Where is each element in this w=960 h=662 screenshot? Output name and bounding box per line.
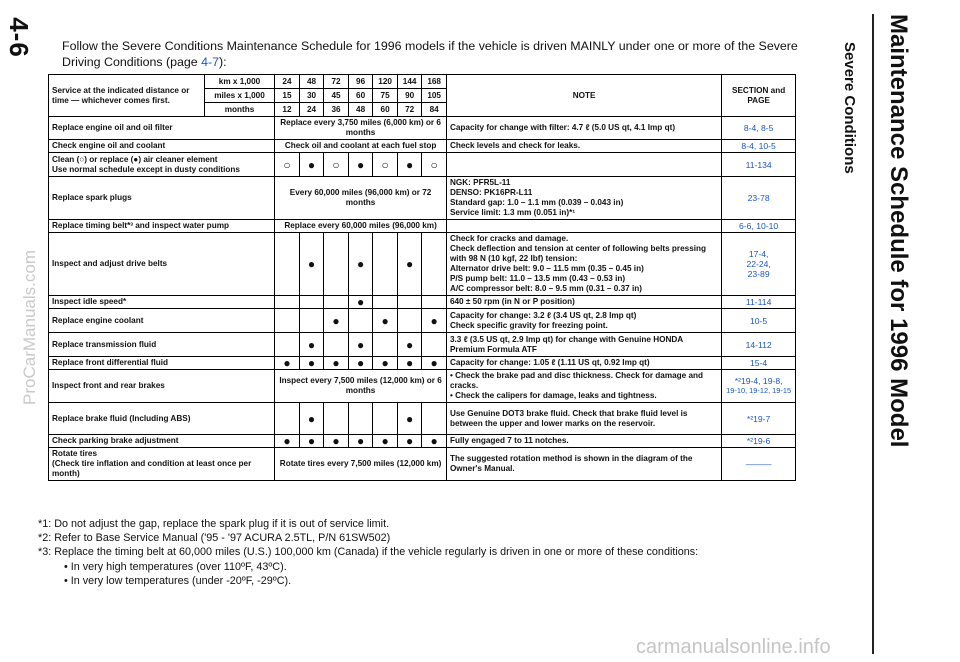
service-item: Check parking brake adjustment bbox=[49, 435, 275, 448]
section-page[interactable] bbox=[722, 233, 796, 296]
service-header: Service at the indicated distance or time — whichever comes first. bbox=[49, 75, 205, 117]
service-item: Inspect idle speed* bbox=[49, 296, 275, 309]
interval-mark: ● bbox=[422, 309, 447, 333]
km-cell: 96 bbox=[348, 75, 373, 89]
interval-mark bbox=[422, 333, 447, 357]
note-header: NOTE bbox=[446, 75, 721, 117]
note-cell: 3.3 ℓ (3.5 US qt, 2.9 Imp qt) for change with Genuine HONDA Premium Formula ATF bbox=[446, 333, 721, 357]
section-page-ref[interactable]: 15-4 bbox=[750, 358, 768, 368]
section-page-ref[interactable]: 8-4, 8-5 bbox=[743, 123, 774, 133]
months-cell: 60 bbox=[373, 103, 398, 117]
km-cell: 72 bbox=[324, 75, 349, 89]
schedule-row bbox=[49, 448, 796, 481]
schedule-row bbox=[49, 153, 796, 177]
interval-mark bbox=[275, 233, 300, 296]
interval-mark: ○ bbox=[422, 153, 447, 177]
note-cell: • Check the brake pad and disc thickness. Check for damage and cracks. • Check the calipers for damage, leaks and tightness. bbox=[446, 370, 721, 403]
months-cell: 84 bbox=[422, 103, 447, 117]
interval-mark: ○ bbox=[324, 153, 349, 177]
interval-mark bbox=[324, 403, 349, 435]
km-cell: 48 bbox=[299, 75, 324, 89]
section-page[interactable] bbox=[722, 435, 796, 448]
section-page-ref[interactable]: ——— bbox=[745, 459, 772, 469]
service-item: Inspect and adjust drive belts bbox=[49, 233, 275, 296]
months-label: months bbox=[204, 103, 274, 117]
service-item: Replace front differential fluid bbox=[49, 357, 275, 370]
miles-cell: 90 bbox=[397, 89, 422, 103]
service-item: Replace spark plugs bbox=[49, 177, 275, 220]
km-cell: 168 bbox=[422, 75, 447, 89]
section-page-ref[interactable]: 23-78 bbox=[747, 193, 770, 203]
schedule-row bbox=[49, 309, 796, 333]
miles-label: miles x 1,000 bbox=[204, 89, 274, 103]
interval-mark: ● bbox=[373, 357, 398, 370]
interval-mark: ● bbox=[275, 435, 300, 448]
footnote: *3: Replace the timing belt at 60,000 miles (U.S.) 100,000 km (Canada) if the vehicle regularly is driven in one or more of these conditions: bbox=[38, 546, 699, 559]
interval-mark: ● bbox=[348, 296, 373, 309]
interval-mark: ● bbox=[373, 435, 398, 448]
service-item: Replace transmission fluid bbox=[49, 333, 275, 357]
section-page-ref[interactable]: 14-112 bbox=[745, 339, 772, 350]
interval-mark bbox=[275, 403, 300, 435]
interval-mark bbox=[422, 233, 447, 296]
note-cell: Capacity for change: 3.2 ℓ (3.4 US qt, 2.8 Imp qt) Check specific gravity for freezing point. bbox=[446, 309, 721, 333]
interval-mark bbox=[324, 296, 349, 309]
schedule-row bbox=[49, 435, 796, 448]
footnote-bullet: • In very low temperatures (under -20ºF, -29ºC). bbox=[64, 574, 292, 587]
interval-mark: ● bbox=[299, 435, 324, 448]
section-page[interactable] bbox=[722, 177, 796, 220]
interval-mark: ● bbox=[324, 309, 349, 333]
km-label: km x 1,000 bbox=[204, 75, 274, 89]
page-link[interactable]: 4-7 bbox=[201, 55, 220, 69]
interval-mark: ● bbox=[422, 357, 447, 370]
miles-cell: 45 bbox=[324, 89, 349, 103]
miles-cell: 105 bbox=[422, 89, 447, 103]
service-item: Check engine oil and coolant bbox=[49, 140, 275, 153]
interval-mark bbox=[397, 309, 422, 333]
section-page-ref[interactable]: 11-134 bbox=[745, 159, 772, 170]
section-page-ref[interactable]: 11-114 bbox=[745, 297, 772, 307]
interval-mark: ● bbox=[397, 333, 422, 357]
service-item: Inspect front and rear brakes bbox=[49, 370, 275, 403]
months-cell: 24 bbox=[299, 103, 324, 117]
note-cell bbox=[446, 153, 721, 177]
interval-text: Inspect every 7,500 miles (12,000 km) or 6 months bbox=[275, 370, 447, 403]
interval-mark bbox=[275, 309, 300, 333]
interval-mark: ● bbox=[397, 403, 422, 435]
footnote: *2: Refer to Base Service Manual ('95 - '97 ACURA 2.5TL, P/N 61SW502) bbox=[38, 532, 391, 545]
section-page-ref[interactable]: 19-10, 19-12, 19-15 bbox=[726, 386, 792, 395]
schedule-row bbox=[49, 140, 796, 153]
interval-mark: ● bbox=[397, 153, 422, 177]
interval-mark bbox=[373, 296, 398, 309]
section-page[interactable] bbox=[722, 370, 796, 403]
section-page-ref[interactable]: 6-6, 10-10 bbox=[739, 221, 779, 231]
section-page-ref[interactable]: 17-4, bbox=[748, 249, 769, 259]
miles-cell: 15 bbox=[275, 89, 300, 103]
section-page[interactable] bbox=[722, 140, 796, 153]
footnote: *1: Do not adjust the gap, replace the spark plug if it is out of service limit. bbox=[38, 518, 390, 530]
months-cell: 48 bbox=[348, 103, 373, 117]
interval-mark bbox=[275, 333, 300, 357]
interval-mark: ● bbox=[324, 357, 349, 370]
interval-mark bbox=[422, 403, 447, 435]
side-title-sub: Severe Conditions bbox=[841, 42, 858, 174]
miles-cell: 75 bbox=[373, 89, 398, 103]
schedule-row bbox=[49, 333, 796, 357]
note-cell: Check levels and check for leaks. bbox=[446, 140, 721, 153]
interval-mark bbox=[299, 296, 324, 309]
note-cell: Capacity for change: 1.05 ℓ (1.11 US qt, 0.92 Imp qt) bbox=[446, 357, 721, 370]
interval-mark bbox=[397, 296, 422, 309]
service-item: Clean (○) or replace (●) air cleaner element Use normal schedule except in dusty conditions bbox=[49, 153, 275, 177]
interval-mark: ● bbox=[348, 333, 373, 357]
interval-mark: ● bbox=[397, 435, 422, 448]
km-cell: 144 bbox=[397, 75, 422, 89]
section-page-ref[interactable]: *²19-6 bbox=[746, 436, 771, 446]
interval-text: Rotate tires every 7,500 miles (12,000 km) bbox=[275, 448, 447, 481]
note-cell: Use Genuine DOT3 brake fluid. Check that brake fluid level is between the upper and lower marks on the reservoir. bbox=[446, 403, 721, 435]
km-cell: 120 bbox=[373, 75, 398, 89]
footer-watermark: carmanualsonline.info bbox=[636, 636, 831, 658]
interval-mark bbox=[348, 403, 373, 435]
section-page-ref[interactable]: 22-24, bbox=[746, 259, 771, 269]
schedule-row bbox=[49, 177, 796, 220]
service-item: Replace engine coolant bbox=[49, 309, 275, 333]
section-page[interactable] bbox=[722, 357, 796, 370]
interval-mark bbox=[373, 333, 398, 357]
section-page-ref[interactable]: 23-89 bbox=[747, 269, 770, 279]
miles-cell: 60 bbox=[348, 89, 373, 103]
interval-mark: ● bbox=[348, 233, 373, 296]
note-cell: The suggested rotation method is shown in the diagram of the Owner's Manual. bbox=[446, 448, 721, 481]
months-cell: 12 bbox=[275, 103, 300, 117]
section-page[interactable] bbox=[722, 333, 796, 357]
interval-mark bbox=[373, 403, 398, 435]
intro-paragraph: Follow the Severe Conditions Maintenance Schedule for 1996 models if the vehicle is driven MAINLY under one or more of the Severe Driving Conditions (page 4-7): bbox=[62, 39, 798, 69]
schedule-row bbox=[49, 370, 796, 403]
interval-mark bbox=[299, 309, 324, 333]
interval-mark: ● bbox=[348, 153, 373, 177]
interval-mark: ● bbox=[348, 357, 373, 370]
note-cell: Check for cracks and damage. Check deflection and tension at center of following belts pressing with 98 N (10 kgf, 22 lbf) tension: Alternator drive belt: 9.0 – 11.5 mm (0.35 – 0.45 in) P/S pump belt: 11.0 – 13.5 mm (0.43 – 0.53 in) A/C compressor belt: 8.0 – 9.5 mm (0.31 – 0.37 in) bbox=[446, 233, 721, 296]
interval-mark: ● bbox=[275, 357, 300, 370]
interval-mark bbox=[348, 309, 373, 333]
schedule-row bbox=[49, 117, 796, 140]
section-page-ref[interactable]: 10-5 bbox=[750, 315, 768, 326]
divider bbox=[872, 14, 874, 654]
interval-mark: ● bbox=[299, 333, 324, 357]
service-item: Rotate tires (Check tire inflation and condition at least once per month) bbox=[49, 448, 275, 481]
note-cell: 640 ± 50 rpm (in N or P position) bbox=[446, 296, 721, 309]
section-page-ref[interactable]: 8-4, 10-5 bbox=[741, 141, 776, 151]
interval-mark: ○ bbox=[373, 153, 398, 177]
km-cell: 24 bbox=[275, 75, 300, 89]
interval-text: Check oil and coolant at each fuel stop bbox=[275, 140, 447, 153]
section-page[interactable] bbox=[722, 153, 796, 177]
page-number: 4-6 bbox=[3, 17, 34, 58]
footnotes bbox=[38, 517, 828, 588]
interval-mark: ● bbox=[397, 233, 422, 296]
interval-text: Replace every 3,750 miles (6,000 km) or 6 months bbox=[275, 117, 447, 140]
schedule-row bbox=[49, 357, 796, 370]
miles-cell: 30 bbox=[299, 89, 324, 103]
interval-mark: ● bbox=[324, 435, 349, 448]
interval-text: Replace every 60,000 miles (96,000 km) bbox=[275, 220, 447, 233]
interval-mark: ● bbox=[299, 233, 324, 296]
interval-mark: ● bbox=[299, 357, 324, 370]
interval-text: Every 60,000 miles (96,000 km) or 72 months bbox=[275, 177, 447, 220]
service-item: Replace brake fluid (Including ABS) bbox=[49, 403, 275, 435]
section-page[interactable] bbox=[722, 403, 796, 435]
interval-mark: ● bbox=[397, 357, 422, 370]
section-page-ref[interactable]: *²19-4, 19-8, bbox=[734, 376, 783, 386]
schedule-row bbox=[49, 403, 796, 435]
section-page-ref[interactable]: *²19-7 bbox=[746, 413, 771, 424]
service-item: Replace engine oil and oil filter bbox=[49, 117, 275, 140]
months-cell: 36 bbox=[324, 103, 349, 117]
months-cell: 72 bbox=[397, 103, 422, 117]
interval-mark: ● bbox=[422, 435, 447, 448]
interval-mark bbox=[324, 333, 349, 357]
side-watermark: ProCarManuals.com bbox=[20, 250, 39, 405]
interval-mark: ● bbox=[373, 309, 398, 333]
note-cell: Fully engaged 7 to 11 notches. bbox=[446, 435, 721, 448]
section-page[interactable] bbox=[722, 220, 796, 233]
note-cell: NGK: PFR5L-11 DENSO: PK16PR-L11 Standard gap: 1.0 – 1.1 mm (0.039 – 0.043 in) Service limit: 1.3 mm (0.051 in)*¹ bbox=[446, 177, 721, 220]
interval-mark bbox=[275, 296, 300, 309]
section-page[interactable] bbox=[722, 117, 796, 140]
schedule-row bbox=[49, 233, 796, 296]
interval-mark bbox=[324, 233, 349, 296]
interval-mark: ○ bbox=[275, 153, 300, 177]
section-page[interactable] bbox=[722, 448, 796, 481]
note-cell: Capacity for change with filter: 4.7 ℓ (5.0 US qt, 4.1 Imp qt) bbox=[446, 117, 721, 140]
interval-mark bbox=[422, 296, 447, 309]
maintenance-table bbox=[48, 74, 796, 481]
section-page[interactable] bbox=[722, 296, 796, 309]
section-page[interactable] bbox=[722, 309, 796, 333]
interval-mark: ● bbox=[299, 403, 324, 435]
footnote-bullet: • In very high temperatures (over 110ºF, 43ºC). bbox=[64, 560, 287, 573]
interval-mark bbox=[373, 233, 398, 296]
schedule-row bbox=[49, 220, 796, 233]
interval-mark: ● bbox=[299, 153, 324, 177]
schedule-row bbox=[49, 296, 796, 309]
note-cell bbox=[446, 220, 721, 233]
interval-mark: ● bbox=[348, 435, 373, 448]
side-title-main: Maintenance Schedule for 1996 Model bbox=[885, 14, 912, 448]
section-header: SECTION and PAGE bbox=[722, 75, 796, 117]
service-item: Replace timing belt*³ and inspect water pump bbox=[49, 220, 275, 233]
